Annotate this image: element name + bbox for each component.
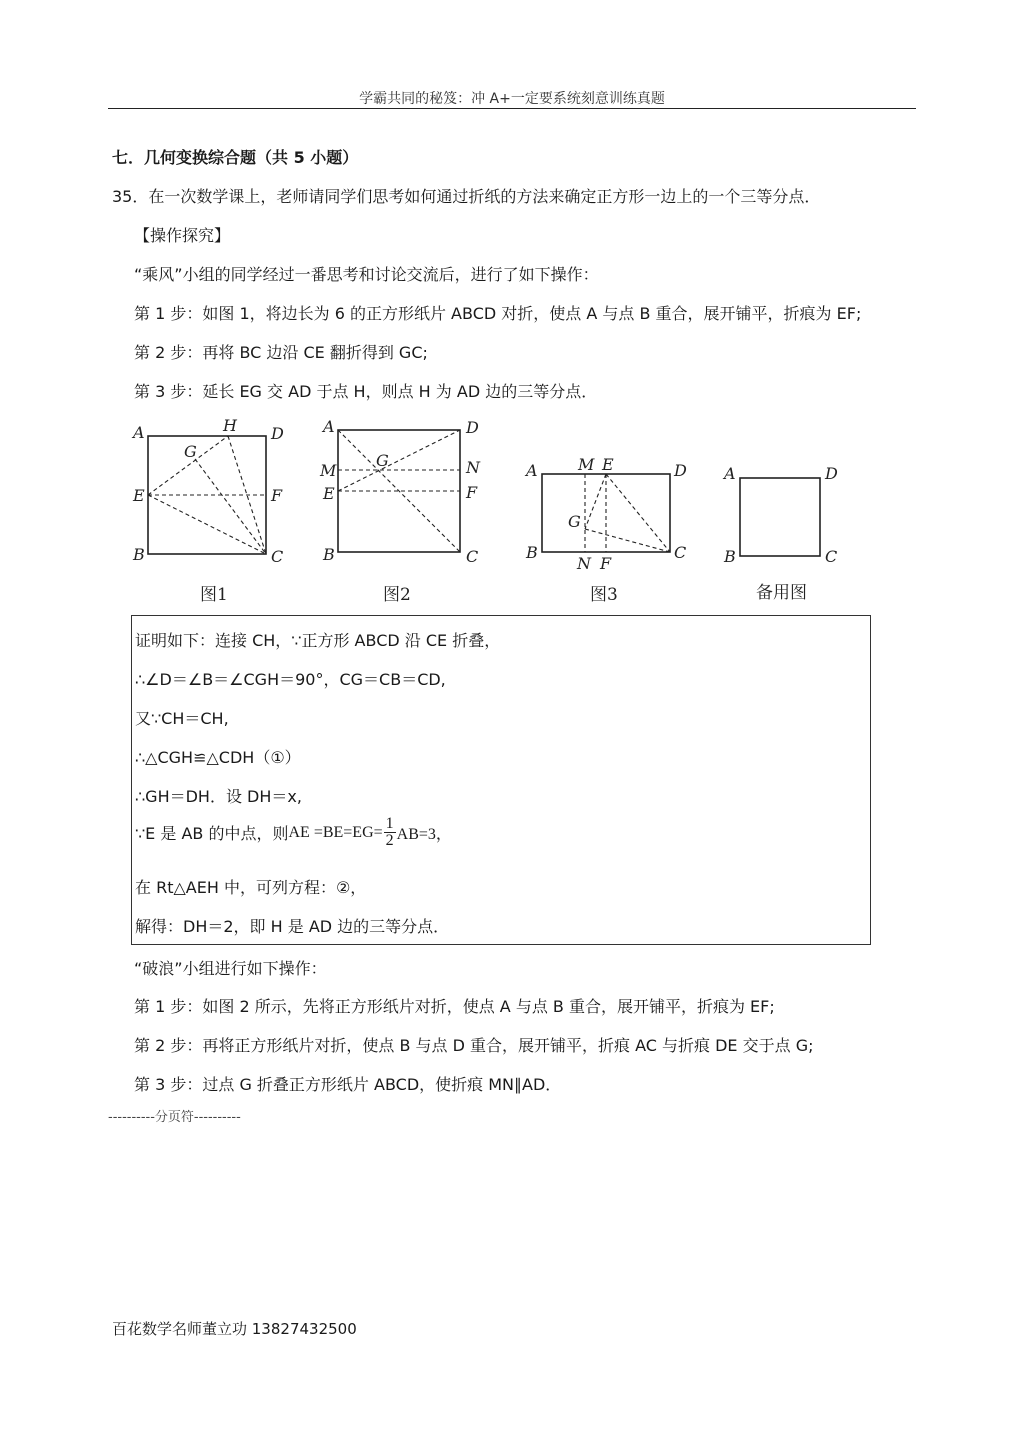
fig4-caption: 备用图: [756, 583, 807, 603]
group1-intro: “乘风”小组的同学经过一番思考和讨论交流后，进行了如下操作：: [134, 265, 599, 284]
group1-step1: 第 1 步：如图 1，将边长为 6 的正方形纸片 ABCD 对折，使点 A 与点 B 重合，展开铺平，折痕为 EF;: [134, 304, 862, 323]
fig1-label-f: F: [271, 486, 283, 505]
proof-line-7: 在 Rt△AEH 中，可列方程：②，: [135, 878, 367, 897]
fig1-caption: 图1: [200, 585, 228, 605]
proof-line-6-result: AB=3，: [396, 826, 452, 843]
figure-1: [148, 436, 266, 554]
fig1-label-c: C: [271, 547, 284, 566]
fig4-label-a: A: [724, 464, 736, 483]
fraction-denominator: 2: [385, 832, 394, 849]
fig3-label-n: N: [577, 554, 591, 573]
proof-line-8: 解得：DH＝2，即 H 是 AD 边的三等分点．: [135, 917, 450, 936]
proof-line-4: ∴△CGH≌△CDH（①）: [135, 748, 301, 767]
figure-2: [338, 430, 460, 552]
figure-spare: [740, 478, 820, 556]
fig3-label-e: E: [602, 455, 614, 474]
group1-step2: 第 2 步：再将 BC 边沿 CE 翻折得到 GC;: [134, 343, 428, 362]
proof-line-6: [135, 816, 452, 849]
proof-line-1: 证明如下：连接 CH，∵正方形 ABCD 沿 CE 折叠，: [135, 631, 501, 650]
fig4-label-b: B: [724, 547, 736, 566]
section-title: 七．几何变换综合题（共 5 小题）: [112, 148, 359, 167]
fig2-label-n: N: [466, 458, 480, 477]
fig1-label-b: B: [133, 545, 145, 564]
fig1-label-d: D: [271, 424, 284, 443]
group2-step2: 第 2 步：再将正方形纸片对折，使点 B 与点 D 重合，展开铺平，折痕 AC 与折痕 DE 交于点 G;: [134, 1036, 814, 1055]
fig2-label-d: D: [466, 418, 479, 437]
proof-line-6-equation: AE =BE=EG=: [288, 823, 383, 841]
fig2-label-m: M: [320, 461, 337, 480]
fig1-label-h: H: [223, 416, 237, 435]
proof-line-6-text: ∵E 是 AB 的中点，则: [135, 824, 289, 843]
fig3-label-c: C: [674, 543, 687, 562]
fig4-label-c: C: [825, 547, 838, 566]
group2-intro: “破浪”小组进行如下操作：: [134, 959, 327, 978]
group1-step3: 第 3 步：延长 EG 交 AD 于点 H，则点 H 为 AD 边的三等分点．: [134, 382, 598, 401]
group2-step3: 第 3 步：过点 G 折叠正方形纸片 ABCD，使折痕 MN∥AD．: [134, 1075, 562, 1094]
figure-3: [542, 474, 670, 552]
fig3-label-m: M: [578, 455, 595, 474]
fig4-label-d: D: [825, 464, 838, 483]
fig2-label-g: G: [376, 451, 389, 470]
fig3-label-b: B: [526, 543, 538, 562]
fig2-label-b: B: [323, 545, 335, 564]
problem-intro: 35．在一次数学课上，老师请同学们思考如何通过折纸的方法来确定正方形一边上的一个三等分点．: [112, 187, 821, 206]
fig2-label-f: F: [466, 483, 478, 502]
proof-line-3: 又∵CH＝CH,: [135, 709, 229, 728]
page-footer: 百花数学名师董立功 13827432500: [112, 1320, 357, 1338]
fig2-label-c: C: [466, 547, 479, 566]
fig3-label-d: D: [674, 461, 687, 480]
fig1-label-a: A: [133, 423, 145, 442]
fig2-label-e: E: [323, 484, 335, 503]
fig3-caption: 图3: [590, 585, 618, 605]
fraction-numerator: 1: [385, 815, 394, 832]
group2-step1: 第 1 步：如图 2 所示，先将正方形纸片对折，使点 A 与点 B 重合，展开铺平，折痕为 EF;: [134, 997, 775, 1016]
figures-row: [120, 412, 860, 612]
header-divider: [108, 108, 916, 109]
proof-line-2: ∴∠D＝∠B＝∠CGH＝90°，CG＝CB＝CD,: [135, 670, 446, 689]
fig1-label-e: E: [133, 486, 145, 505]
fig1-label-g: G: [184, 442, 197, 461]
fraction-one-half: [384, 816, 396, 849]
fig3-label-a: A: [526, 461, 538, 480]
fig3-label-g: G: [568, 512, 581, 531]
page-break-marker: ----------分页符----------: [108, 1110, 241, 1125]
explore-tag: 【操作探究】: [134, 226, 231, 245]
fig2-label-a: A: [323, 417, 335, 436]
page-header: 学霸共同的秘笈：冲 A+一定要系统刻意训练真题: [359, 91, 665, 107]
fig2-caption: 图2: [383, 585, 411, 605]
fig3-label-f: F: [600, 554, 612, 573]
proof-line-5: ∴GH＝DH．设 DH＝x,: [135, 787, 302, 806]
